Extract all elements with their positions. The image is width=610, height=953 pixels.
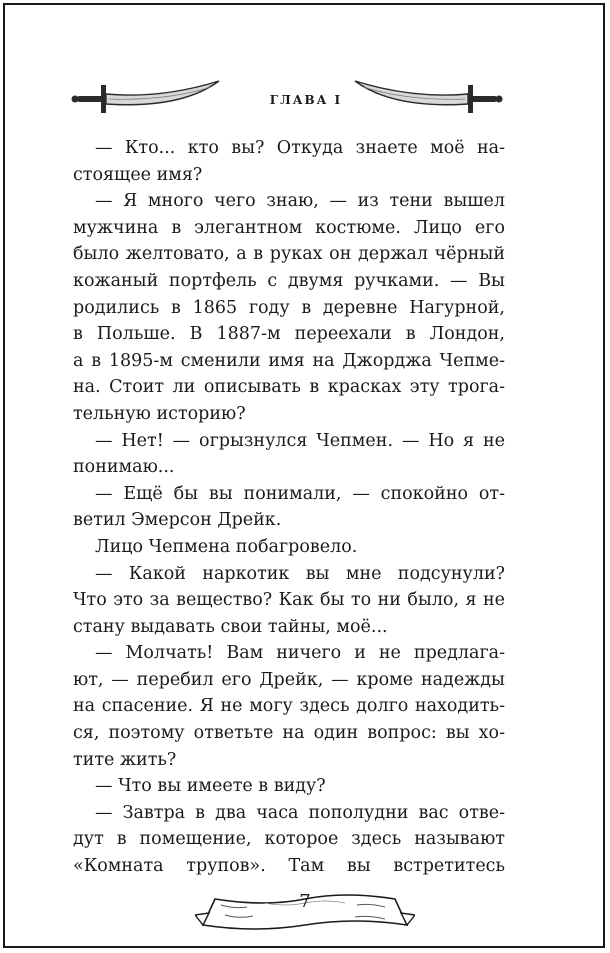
text-line: ся, поэтому ответьте на один вопрос: вы хо- — [73, 723, 505, 744]
page-footer — [195, 885, 415, 945]
chapter-header — [5, 75, 607, 125]
text-line: — Нет! — огрызнулся Чепмен. — Но я не — [95, 430, 505, 451]
text-line: мужчина в элегантном костюме. Лицо его — [73, 217, 505, 238]
text-line: — Какой наркотик вы мне подсунули? — [95, 563, 505, 584]
text-line: на. Стоит ли описывать в красках эту трога- — [73, 377, 505, 398]
text-line: — Я много чего знаю, — из тени вышел — [95, 191, 505, 212]
text-line: а в 1895-м сменили имя на Джорджа Чепме- — [73, 350, 505, 371]
chapter-title: ГЛАВА I — [269, 93, 343, 107]
text-line: стану выдавать свои тайны, моё... — [73, 616, 388, 637]
text-line: — Что вы имеете в виду? — [95, 776, 326, 797]
text-line: — Молчать! Вам ничего и не предлага- — [95, 643, 505, 664]
text-line: на спасение. Я не могу здесь долго находить- — [73, 696, 505, 717]
text-line: было желтовато, а в руках он держал чёрный — [73, 244, 505, 265]
text-line: Лицо Чепмена побагровело. — [95, 536, 358, 557]
text-line: ветил Эмерсон Дрейк. — [73, 510, 282, 531]
text-line: тельную историю? — [73, 403, 246, 424]
body-text — [73, 135, 505, 880]
text-line: родились в 1865 году в деревне Нагурной, — [73, 297, 505, 318]
text-line: понимаю... — [73, 457, 175, 478]
text-line: кожаный портфель с двумя ручками. — Вы — [73, 270, 505, 291]
sword-right-icon — [353, 75, 503, 115]
text-line: в Польше. В 1887-м переехали в Лондон, — [73, 324, 505, 345]
text-line: дут в помещение, которое здесь называют — [73, 829, 505, 850]
text-line: — Кто... кто вы? Откуда знаете моё на- — [95, 138, 505, 158]
book-page — [3, 3, 605, 948]
page-number: 7 — [299, 891, 311, 912]
text-line: тите жить? — [73, 749, 177, 770]
text-line: Что это за вещество? Как бы то ни было, я не — [73, 590, 505, 611]
text-line: ют, — перебил его Дрейк, — кроме надежды — [73, 669, 505, 690]
text-line: — Завтра в два часа пополудни вас отве- — [95, 802, 505, 823]
text-line: — Ещё бы вы понимали, — спокойно от- — [95, 483, 505, 504]
text-line: стоящее имя? — [73, 164, 203, 185]
text-line: «Комната трупов». Там вы встретитесь — [73, 856, 505, 877]
